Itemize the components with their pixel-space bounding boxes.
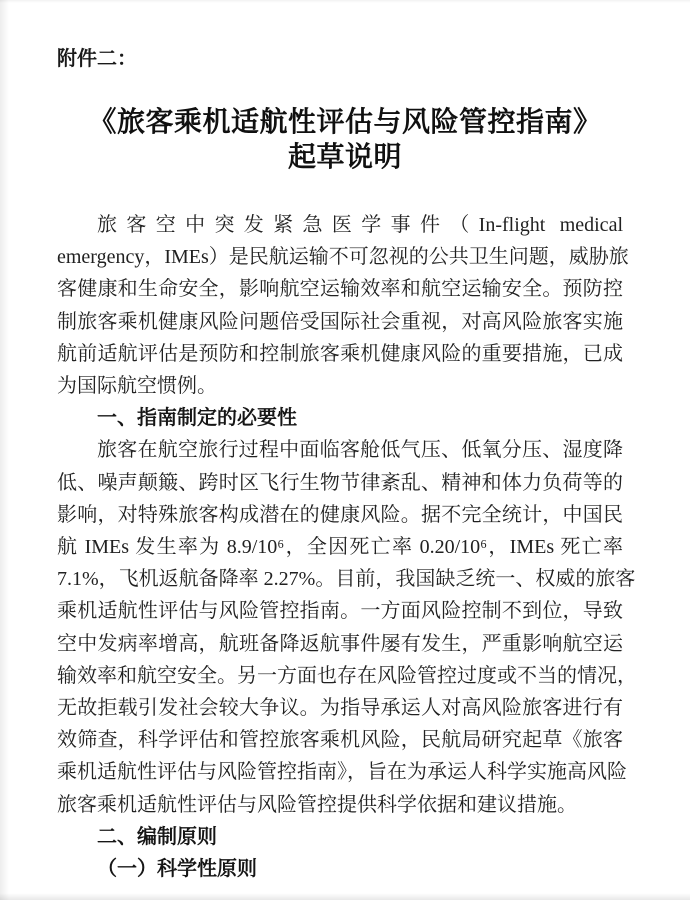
paragraph-2-line: 7.1%，飞机返航备降率 2.27%。目前，我国缺乏统一、权威的旅客 <box>57 568 636 591</box>
paragraph-2-line: 空中发病率增高，航班备降返航事件屡有发生，严重影响航空运 <box>57 632 623 655</box>
document-body <box>57 209 637 885</box>
paragraph-1-line: 为国际航空惯例。 <box>57 375 217 398</box>
section-heading-1: 一、指南制定的必要性 <box>97 407 297 430</box>
paragraph-1-line: 客健康和生命安全，影响航空运输效率和航空运输安全。预防控 <box>57 278 623 301</box>
paragraph-1-line: 制旅客乘机健康风险问题倍受国际社会重视，对高风险旅客实施 <box>57 310 623 333</box>
attachment-label: 附件二： <box>57 48 137 70</box>
scan-edge-bottom <box>0 893 690 900</box>
section-heading-2: 二、编制原则 <box>97 825 217 848</box>
document-title-line-1: 《旅客乘机适航性评估与风险管控指南》 <box>88 107 602 138</box>
scan-edge-top <box>0 0 690 3</box>
paragraph-1-line: 旅客空中突发紧急医学事件（In-flight medical <box>97 214 623 236</box>
paragraph-2-line: 乘机适航性评估与风险管控指南》，旨在为承运人科学实施高风险 <box>57 761 627 784</box>
paragraph-2-line: 乘机适航性评估与风险管控指南。一方面风险控制不到位，导致 <box>57 600 623 623</box>
paragraph-2-line: 效筛查，科学评估和管控旅客乘机风险，民航局研究起草《旅客 <box>57 729 623 752</box>
paragraph-1-line: 航前适航评估是预防和控制旅客乘机健康风险的重要措施，已成 <box>57 342 623 365</box>
document-title <box>0 105 690 175</box>
document-title-line-2: 起草说明 <box>287 142 402 173</box>
paragraph-2-line: 无故拒载引发社会较大争议。为指导承运人对高风险旅客进行有 <box>57 697 623 720</box>
paragraph-2-line: 航 IMEs 发生率为 8.9/10⁶，全因死亡率 0.20/10⁶，IMEs 死亡率 <box>57 536 623 559</box>
paragraph-2-line: 旅客乘机适航性评估与风险管控提供科学依据和建议措施。 <box>57 793 577 816</box>
paragraph-2-line: 影响，对特殊旅客构成潜在的健康风险。据不完全统计，中国民 <box>57 503 623 526</box>
paragraph-2-line: 低、噪声颠簸、跨时区飞行生物节律紊乱、精神和体力负荷等的 <box>57 471 623 494</box>
paragraph-2-line: 输效率和航空安全。另一方面也存在风险管控过度或不当的情况， <box>57 664 637 687</box>
section-heading-3: （一）科学性原则 <box>97 858 257 881</box>
paragraph-1-line: emergency，IMEs）是民航运输不可忽视的公共卫生问题，威胁旅 <box>57 246 629 269</box>
paragraph-2-line: 旅客在航空旅行过程中面临客舱低气压、低氧分压、湿度降 <box>97 439 623 462</box>
